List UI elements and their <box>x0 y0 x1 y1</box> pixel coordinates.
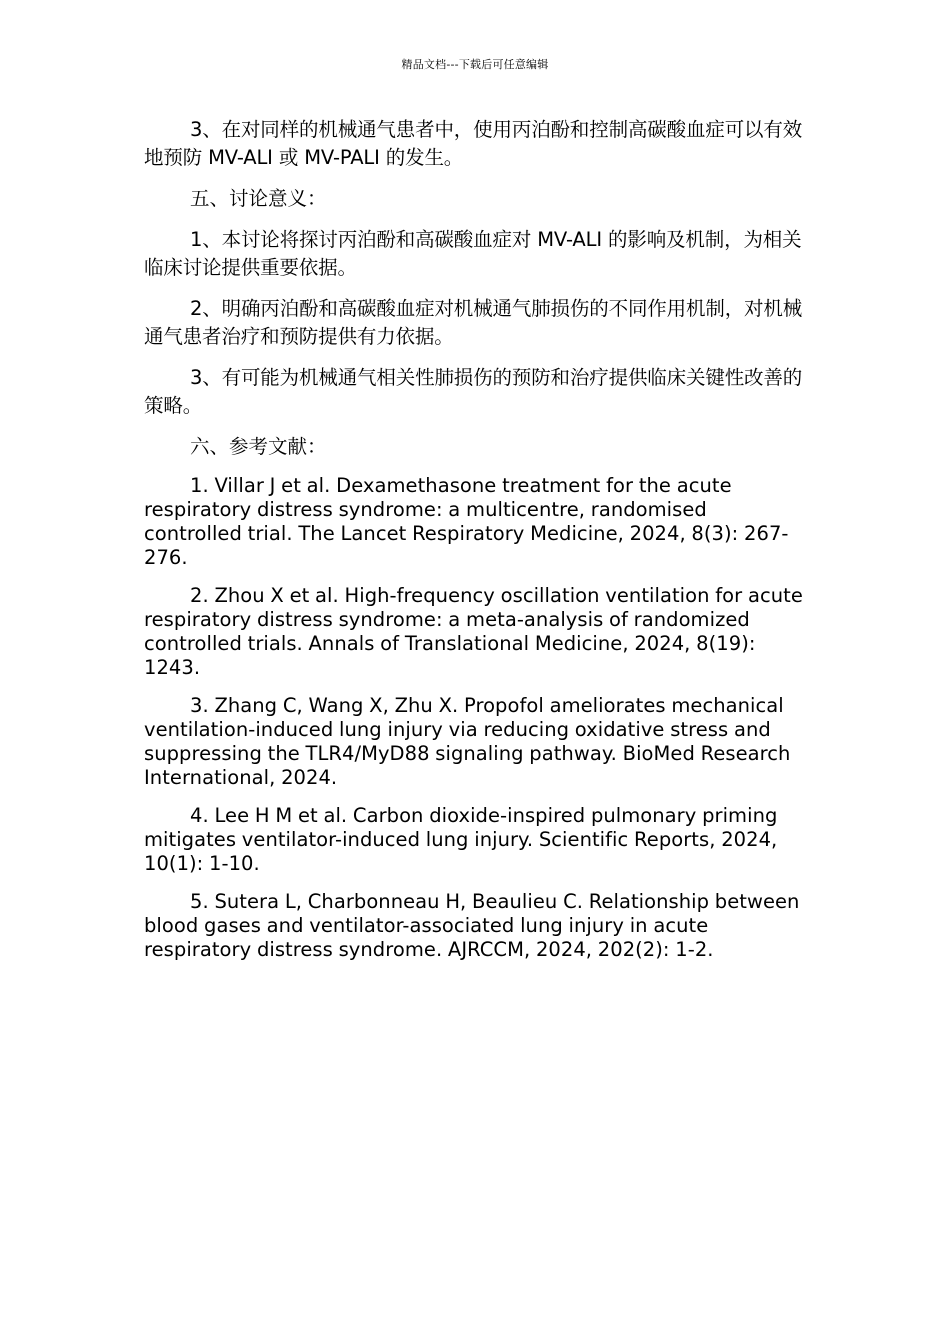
significance-item-1: 1、本讨论将探讨丙泊酚和高碳酸血症对 MV-ALI 的影响及机制，为相关临床讨论提供重要依据。 <box>144 228 802 279</box>
significance-item-2: 2、明确丙泊酚和高碳酸血症对机械通气肺损伤的不同作用机制，对机械通气患者治疗和预防提供有力依据。 <box>144 297 803 348</box>
section-heading-significance: 五、讨论意义： <box>190 187 327 210</box>
reference-item-1: 1. Villar J et al. Dexamethasone treatment for the acute respiratory distress syndrome: a multicentre, randomised controlled trial. The Lancet Respiratory Medicine, 2024, 8(3): 267-276. <box>144 474 789 569</box>
document-body <box>144 116 808 976</box>
conclusion-item-3: 3、在对同样的机械通气患者中，使用丙泊酚和控制高碳酸血症可以有效地预防 MV-ALI 或 MV-PALI 的发生。 <box>144 118 803 169</box>
reference-item-4: 4. Lee H M et al. Carbon dioxide-inspired pulmonary priming mitigates ventilator-induced lung injury. Scientific Reports, 2024, 10(1): 1-10. <box>144 804 778 875</box>
reference-item-2: 2. Zhou X et al. High-frequency oscillation ventilation for acute respiratory distress syndrome: a meta-analysis of randomized controlled trials. Annals of Translational Medicine, 2024, 8(19): 1243. <box>144 584 803 679</box>
section-heading-references: 六、参考文献： <box>190 435 327 458</box>
reference-item-3: 3. Zhang C, Wang X, Zhu X. Propofol ameliorates mechanical ventilation-induced lung injury via reducing oxidative stress and suppressing the TLR4/MyD88 signaling pathway. BioMed Research International, 2024. <box>144 694 791 789</box>
significance-item-3: 3、有可能为机械通气相关性肺损伤的预防和治疗提供临床关键性改善的策略。 <box>144 366 803 417</box>
reference-item-5: 5. Sutera L, Charbonneau H, Beaulieu C. Relationship between blood gases and ventilator-associated lung injury in acute respiratory distress syndrome. AJRCCM, 2024, 202(2): 1-2. <box>144 890 800 961</box>
page-header: 精品文档---下载后可任意编辑 <box>401 58 549 71</box>
